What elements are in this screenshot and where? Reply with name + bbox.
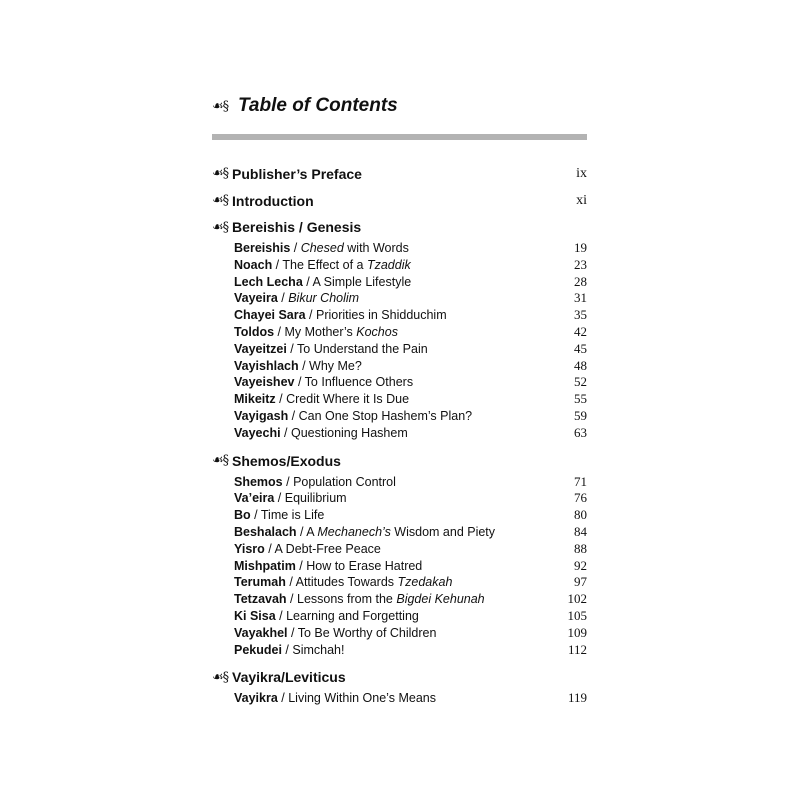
toc-entry[interactable] — [234, 608, 587, 625]
chapter-subtitle — [297, 342, 428, 356]
subtitle-italic-part: Bikur Cholim — [288, 291, 360, 306]
subtitle-part: with Words — [343, 241, 409, 255]
parsha-name: Vayechi — [234, 425, 281, 440]
toc-section — [212, 664, 587, 713]
subtitle-italic-part: Bigdei Kehunah — [396, 592, 485, 607]
chapter-subtitle — [284, 325, 397, 339]
separator: / — [274, 491, 285, 506]
separator: / — [277, 291, 289, 306]
subtitle-part: Can One Stop Hashem’s Plan? — [298, 408, 473, 423]
separator: / — [290, 241, 301, 255]
separator: / — [275, 392, 287, 407]
entry-page-number: 59 — [574, 407, 587, 423]
toc-section — [212, 448, 587, 665]
chapter-subtitle — [293, 475, 396, 489]
subtitle-part: Population Control — [293, 474, 396, 489]
toc-header — [212, 92, 587, 120]
entry-text — [234, 324, 557, 341]
entry-page-number: 102 — [567, 591, 587, 607]
toc-entry[interactable] — [234, 591, 587, 608]
entry-text — [234, 690, 557, 707]
chapter-subtitle — [309, 359, 362, 373]
section-title: Shemos/Exodus — [232, 452, 341, 469]
parsha-name: Chayei Sara — [234, 308, 306, 323]
toc-entry-introduction[interactable] — [212, 187, 587, 214]
entry-page-number: 97 — [574, 574, 587, 590]
separator: / — [281, 642, 293, 657]
separator: / — [280, 425, 291, 440]
separator: / — [272, 257, 283, 272]
header-divider — [212, 134, 587, 140]
section-heading[interactable] — [212, 664, 587, 690]
toc-section — [212, 214, 587, 448]
subtitle-part: Simchah! — [292, 642, 345, 657]
subtitle-italic-part: Tzaddik — [366, 257, 411, 272]
parsha-name: Terumah — [234, 575, 286, 590]
entry-text — [234, 240, 557, 257]
separator: / — [250, 508, 261, 523]
chapter-subtitle — [301, 241, 409, 255]
chapter-subtitle — [306, 559, 422, 573]
entry-page-number: 35 — [574, 307, 587, 323]
entry-text — [234, 341, 557, 358]
subtitle-part: The Effect of a — [282, 257, 367, 272]
fleuron-ornament-icon: ☙§ — [212, 669, 229, 685]
entry-text — [234, 625, 557, 642]
separator: / — [286, 592, 297, 607]
separator: / — [274, 324, 285, 339]
separator: / — [287, 625, 298, 640]
toc-entry[interactable] — [234, 290, 587, 307]
parsha-name: Noach — [234, 257, 273, 272]
separator: / — [298, 358, 310, 373]
parsha-name: Yisro — [234, 541, 265, 556]
parsha-name: Beshalach — [234, 524, 297, 539]
parsha-name: Tetzavah — [234, 592, 287, 607]
parsha-name: Vayeitzei — [234, 341, 287, 356]
chapter-subtitle — [286, 609, 419, 623]
parsha-name: Mikeitz — [234, 392, 276, 407]
toc-entry[interactable] — [234, 625, 587, 642]
subtitle-italic-part: Kochos — [356, 324, 398, 339]
section-item-list — [212, 690, 587, 713]
entry-text — [234, 642, 557, 659]
subtitle-part: Learning and Forgetting — [286, 608, 419, 623]
toc-entry[interactable] — [234, 507, 587, 524]
entry-page-number: 23 — [574, 256, 587, 272]
subtitle-part: A Debt-Free Peace — [274, 541, 381, 556]
entry-text — [234, 290, 557, 307]
toc-entry[interactable] — [234, 490, 587, 507]
parsha-name: Vayigash — [234, 408, 289, 423]
entry-text — [234, 474, 557, 491]
fleuron-ornament-icon: ☙§ — [212, 453, 229, 469]
section-title: Vayikra/Leviticus — [232, 669, 346, 686]
subtitle-part: Credit Where it Is Due — [286, 392, 410, 407]
toc-entry[interactable] — [234, 690, 587, 707]
entry-page-number: 55 — [574, 391, 587, 407]
subtitle-part: Questioning Hashem — [291, 425, 408, 440]
toc-entry[interactable] — [234, 558, 587, 575]
separator: / — [295, 558, 307, 573]
entry-page-number: 45 — [574, 340, 587, 356]
toc-entry[interactable] — [234, 257, 587, 274]
chapter-subtitle — [288, 291, 359, 305]
entry-text — [234, 507, 557, 524]
parsha-name: Bo — [234, 508, 251, 523]
entry-page-number: 19 — [574, 240, 587, 255]
chapter-subtitle — [292, 643, 344, 657]
parsha-name: Shemos — [234, 474, 283, 489]
entry-page-number: 71 — [574, 473, 587, 489]
subtitle-italic-part: Mechanech’s — [317, 524, 391, 539]
separator: / — [288, 408, 299, 423]
parsha-name: Pekudei — [234, 642, 282, 657]
entry-page-number: 31 — [574, 290, 587, 306]
toc-entry[interactable] — [234, 324, 587, 341]
parsha-name: Bereishis — [234, 241, 291, 255]
fleuron-ornament-icon: ☙§ — [212, 166, 229, 181]
entry-page-number: 92 — [574, 557, 587, 573]
entry-text — [234, 257, 557, 274]
entry-text — [234, 391, 557, 408]
toc-entry[interactable] — [234, 374, 587, 391]
entry-text — [234, 274, 557, 291]
chapter-subtitle — [286, 392, 409, 406]
separator: / — [264, 541, 275, 556]
separator: / — [285, 575, 296, 590]
separator: / — [294, 375, 305, 390]
chapter-subtitle — [305, 375, 413, 389]
subtitle-part: To Be Worthy of Children — [297, 625, 437, 640]
section-heading[interactable] — [212, 214, 587, 240]
parsha-name: Toldos — [234, 324, 275, 339]
chapter-subtitle — [306, 525, 495, 539]
entry-page-number: 28 — [574, 273, 587, 289]
separator: / — [286, 341, 298, 356]
toc-entry[interactable] — [234, 642, 587, 659]
toc-entry-publishers-preface[interactable] — [212, 160, 587, 187]
toc-entry[interactable] — [234, 574, 587, 591]
subtitle-part: Attitudes Towards — [295, 575, 398, 590]
subtitle-part: To Influence Others — [304, 375, 414, 390]
section-item-list — [212, 240, 587, 448]
entry-text — [234, 608, 557, 625]
toc-entry[interactable] — [234, 541, 587, 558]
entry-page-number: 76 — [574, 490, 587, 506]
chapter-subtitle — [288, 691, 436, 705]
parsha-name: Ki Sisa — [234, 608, 276, 623]
subtitle-italic-part: Tzedakah — [397, 575, 453, 590]
entry-page-number: 42 — [574, 323, 587, 339]
entry-page-number: 52 — [574, 374, 587, 390]
chapter-subtitle — [313, 275, 412, 289]
toc-entry[interactable] — [234, 474, 587, 491]
sections-container — [212, 214, 587, 713]
separator: / — [282, 474, 294, 489]
toc-entry[interactable] — [234, 274, 587, 291]
toc-entry[interactable] — [234, 341, 587, 358]
fleuron-ornament-icon: ☙§ — [212, 219, 229, 235]
entry-page-number: 112 — [567, 641, 587, 657]
entry-text — [234, 558, 557, 575]
page-title: Table of Contents — [238, 95, 398, 116]
entry-text — [234, 425, 557, 442]
separator: / — [302, 274, 313, 289]
toc-entry[interactable] — [234, 391, 587, 408]
toc-entry[interactable] — [234, 408, 587, 425]
subtitle-part: Why Me? — [309, 358, 362, 373]
chapter-subtitle — [298, 626, 437, 640]
subtitle-part: How to Erase Hatred — [306, 558, 423, 573]
entry-title: Introduction — [232, 192, 314, 209]
entry-page-number: 84 — [574, 523, 587, 539]
entry-page-number: 63 — [574, 424, 587, 440]
fleuron-ornament-icon: ☙§ — [212, 193, 229, 208]
parsha-name: Vayishlach — [234, 358, 299, 373]
parsha-name: Va’eira — [234, 491, 275, 506]
toc-entry[interactable] — [234, 358, 587, 375]
subtitle-part: Priorities in Shidduchim — [316, 308, 447, 323]
subtitle-part: A — [306, 524, 318, 539]
entry-page-number: 88 — [574, 540, 587, 556]
parsha-name: Mishpatim — [234, 558, 296, 573]
subtitle-part: Time is Life — [260, 508, 325, 523]
toc-body — [212, 160, 587, 713]
entry-text — [234, 541, 557, 558]
subtitle-part: My Mother’s — [284, 324, 357, 339]
entry-text — [234, 574, 557, 591]
chapter-subtitle — [275, 542, 381, 556]
subtitle-part: Equilibrium — [284, 491, 347, 506]
subtitle-part: Lessons from the — [297, 592, 397, 607]
section-item-list — [212, 474, 587, 665]
entry-text — [234, 374, 557, 391]
entry-text — [234, 307, 557, 324]
chapter-subtitle — [285, 491, 347, 505]
entry-page-number: ix — [576, 165, 587, 181]
chapter-subtitle — [291, 426, 408, 440]
entry-page-number: 119 — [567, 690, 587, 706]
toc-entry[interactable] — [234, 240, 587, 257]
section-heading[interactable] — [212, 448, 587, 474]
separator: / — [277, 691, 289, 706]
entry-title: Publisher’s Preface — [232, 165, 362, 182]
chapter-subtitle — [297, 592, 485, 606]
entry-page-number: 105 — [567, 607, 587, 623]
parsha-name: Vayikra — [234, 691, 278, 706]
parsha-name: Vayeishev — [234, 375, 295, 390]
fleuron-ornament-icon: ☙§ — [212, 98, 229, 114]
separator: / — [305, 308, 316, 323]
chapter-subtitle — [261, 508, 324, 522]
separator: / — [296, 524, 307, 539]
parsha-name: Lech Lecha — [234, 274, 303, 289]
subtitle-part: A Simple Lifestyle — [312, 274, 412, 289]
subtitle-part: Living Within One’s Means — [288, 691, 436, 706]
entry-text — [234, 524, 557, 541]
subtitle-part: To Understand the Pain — [297, 341, 428, 356]
parsha-name: Vayakhel — [234, 625, 288, 640]
toc-entry[interactable] — [234, 307, 587, 324]
entry-text — [234, 591, 557, 608]
toc-entry[interactable] — [234, 425, 587, 442]
chapter-subtitle — [299, 409, 472, 423]
section-title: Bereishis / Genesis — [232, 219, 362, 235]
subtitle-part: Wisdom and Piety — [390, 524, 496, 539]
entry-text — [234, 408, 557, 425]
chapter-subtitle — [282, 258, 410, 272]
entry-page-number: 48 — [574, 357, 587, 373]
separator: / — [275, 608, 287, 623]
toc-entry[interactable] — [234, 524, 587, 541]
chapter-subtitle — [296, 575, 453, 589]
parsha-name: Vayeira — [234, 291, 278, 306]
entry-page-number: xi — [576, 192, 587, 208]
entry-text — [234, 490, 557, 507]
entry-page-number: 109 — [567, 624, 587, 640]
subtitle-italic-part: Chesed — [300, 241, 344, 255]
entry-text — [234, 358, 557, 375]
entry-page-number: 80 — [574, 507, 587, 523]
chapter-subtitle — [316, 308, 447, 322]
